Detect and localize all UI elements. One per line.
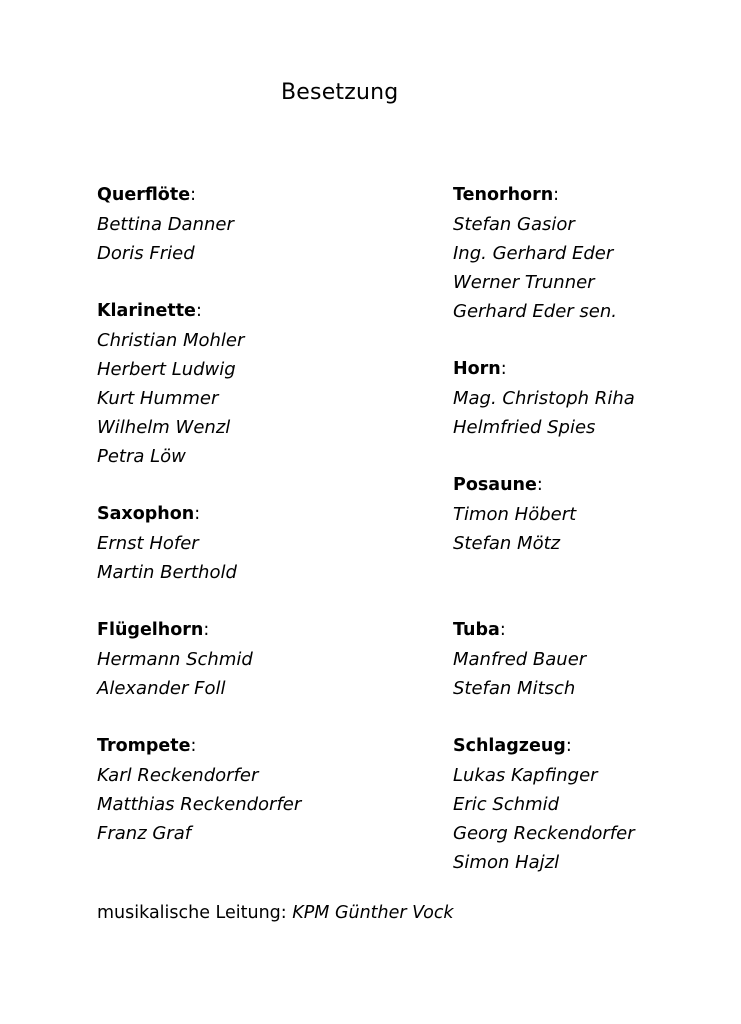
section-tuba <box>453 616 635 703</box>
member-name: Mag. Christoph Riha <box>453 388 635 409</box>
member-name: Franz Graf <box>97 823 192 844</box>
section-saxophon <box>97 500 301 587</box>
member-name: Bettina Danner <box>97 214 234 235</box>
section-fluegelhorn <box>97 616 301 703</box>
member-name: Stefan Mitsch <box>453 678 576 699</box>
member-name: Helmfried Spies <box>453 417 596 438</box>
section-header: Tenorhorn: <box>453 185 560 205</box>
left-column <box>97 181 301 848</box>
conductor-line <box>97 899 454 928</box>
section-horn <box>453 355 635 442</box>
section-header: Posaune: <box>453 475 543 495</box>
member-name: Eric Schmid <box>453 794 560 815</box>
section-tenorhorn <box>453 181 635 326</box>
section-querfloete <box>97 181 301 268</box>
member-name: Simon Hajzl <box>453 852 560 873</box>
section-klarinette <box>97 297 301 471</box>
section-header: Tuba: <box>453 620 506 640</box>
member-name: Karl Reckendorfer <box>97 765 259 786</box>
member-name: Doris Fried <box>97 243 195 264</box>
member-name: Wilhelm Wenzl <box>97 417 231 438</box>
member-name: Petra Löw <box>97 446 186 467</box>
section-header: Flügelhorn: <box>97 620 210 640</box>
member-name: Stefan Gasior <box>453 214 575 235</box>
section-posaune <box>453 471 635 558</box>
member-name: Lukas Kapfinger <box>453 765 598 786</box>
member-name: Gerhard Eder sen. <box>453 301 617 322</box>
member-name: Hermann Schmid <box>97 649 253 670</box>
right-column <box>453 181 635 877</box>
member-name: Herbert Ludwig <box>97 359 236 380</box>
section-header: Schlagzeug: <box>453 736 572 756</box>
section-trompete <box>97 732 301 848</box>
section-header: Horn: <box>453 359 507 379</box>
member-name: Werner Trunner <box>453 272 595 293</box>
page-title: Besetzung <box>281 80 399 105</box>
member-name: Manfred Bauer <box>453 649 587 670</box>
member-name: Stefan Mötz <box>453 533 561 554</box>
member-name: Christian Mohler <box>97 330 245 351</box>
member-name: Matthias Reckendorfer <box>97 794 302 815</box>
member-name: Timon Höbert <box>453 504 577 525</box>
conductor-label: musikalische Leitung: <box>97 903 287 923</box>
member-name: Alexander Foll <box>97 678 226 699</box>
member-name: Kurt Hummer <box>97 388 219 409</box>
member-name: Ing. Gerhard Eder <box>453 243 614 264</box>
section-schlagzeug <box>453 732 635 877</box>
section-header: Querflöte: <box>97 185 196 205</box>
member-name: Martin Berthold <box>97 562 237 583</box>
member-name: Ernst Hofer <box>97 533 199 554</box>
section-header: Klarinette: <box>97 301 202 321</box>
conductor-name: KPM Günther Vock <box>292 903 454 923</box>
member-name: Georg Reckendorfer <box>453 823 635 844</box>
section-header: Trompete: <box>97 736 197 756</box>
section-header: Saxophon: <box>97 504 201 524</box>
